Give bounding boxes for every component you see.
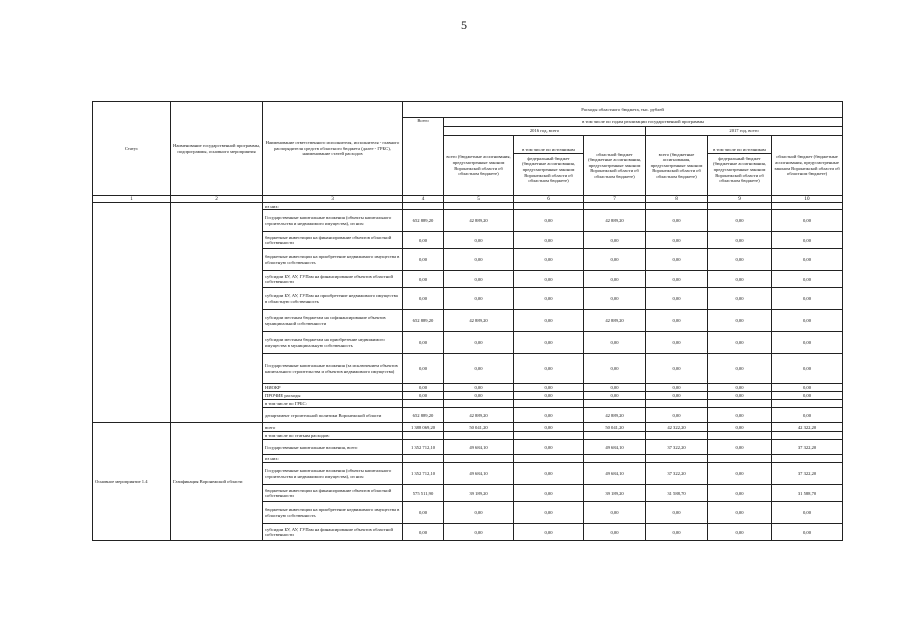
value-cell: 0,00 [403,502,444,524]
value-cell: 0,00 [444,502,514,524]
row-label: субсидии БУ, АУ, ГУПам на финансирование объектов областной собственности [263,271,403,288]
value-cell: 0,00 [772,210,843,232]
value-cell [403,203,444,210]
value-cell: 0,00 [403,332,444,354]
value-cell: 49 684,10 [584,463,646,485]
column-number: 9 [708,196,772,203]
status-cell: Основное мероприятие 1.4 [93,423,171,541]
value-cell: 652 889,20 [403,310,444,332]
value-cell [403,400,444,408]
value-cell: 0,00 [444,271,514,288]
value-cell: 39 189,20 [584,485,646,502]
value-cell: 50 041,20 [584,423,646,432]
value-cell: 0,00 [708,354,772,384]
value-cell: 1 388 069,20 [403,423,444,432]
value-cell: 652 889,20 [403,408,444,423]
row-label: департамент строительной политики Воронежской области [263,408,403,423]
value-cell: 0,00 [403,384,444,392]
value-cell: 1 352 712,10 [403,463,444,485]
value-cell [403,432,444,440]
value-cell: 0,00 [646,392,708,400]
value-cell: 0,00 [708,485,772,502]
value-cell: 0,00 [646,502,708,524]
value-cell: 0,00 [646,310,708,332]
status-cell [93,203,171,423]
row-label: из них: [263,455,403,463]
row-label: бюджетные инвестиции на приобретение недвижимого имущества в областную собственность [263,249,403,271]
column-number: 4 [403,196,444,203]
column-number: 2 [171,196,263,203]
row-label: Государственные капитальные вложения (за исключением объектов капитального строительства и объектов недвижимого имущества) [263,354,403,384]
row-label: бюджетные инвестиции на финансирование объектов областной собственности [263,232,403,249]
value-cell: 0,00 [772,384,843,392]
value-cell: 0,00 [772,249,843,271]
value-cell: 0,00 [444,249,514,271]
row-label: в том числе по статьям расходов: [263,432,403,440]
value-cell: 42 322,20 [772,423,843,432]
column-number: 7 [584,196,646,203]
value-cell [708,432,772,440]
value-cell: 0,00 [514,440,584,455]
row-label: Государственные капитальные вложения (объекты капитального строительства и недвижимого имущества), из них: [263,210,403,232]
value-cell [514,400,584,408]
row-label: ПРОЧИЕ расходы [263,392,403,400]
value-cell: 0,00 [708,332,772,354]
value-cell: 37 322,20 [772,440,843,455]
header-year-2016: 2016 год, всего [444,127,646,136]
row-label: субсидии местным бюджетам на приобретение недвижимого имущества в муниципальную собственность [263,332,403,354]
value-cell: 37 322,20 [646,440,708,455]
value-cell [708,455,772,463]
value-cell: 0,00 [708,392,772,400]
table-row [93,423,843,432]
table-row [93,203,843,210]
value-cell: 0,00 [444,524,514,541]
value-cell [514,203,584,210]
header-2017-federal [708,136,772,196]
value-cell [708,400,772,408]
value-cell: 0,00 [646,271,708,288]
value-cell: 0,00 [584,332,646,354]
value-cell: 0,00 [514,463,584,485]
value-cell: 0,00 [584,288,646,310]
value-cell: 0,00 [646,524,708,541]
value-cell: 0,00 [514,232,584,249]
value-cell: 0,00 [646,210,708,232]
value-cell: 0,00 [514,271,584,288]
row-label: субсидии БУ, АУ, ГУПам на приобретение недвижимого имущества в областную собственность [263,288,403,310]
value-cell: 0,00 [708,232,772,249]
value-cell [772,203,843,210]
value-cell: 0,00 [584,271,646,288]
value-cell: 0,00 [514,332,584,354]
value-cell: 49 684,10 [444,463,514,485]
value-cell: 0,00 [444,332,514,354]
value-cell: 0,00 [514,310,584,332]
row-label: Государственные капитальные вложения (объекты капитального строительства и недвижимого имущества), из них: [263,463,403,485]
value-cell [444,203,514,210]
value-cell: 0,00 [584,384,646,392]
value-cell: 652 889,20 [403,210,444,232]
value-cell [444,432,514,440]
value-cell: 0,00 [444,354,514,384]
value-cell: 0,00 [772,502,843,524]
header-year-2017: 2017 год, всего [646,127,843,136]
value-cell: 0,00 [444,288,514,310]
value-cell [514,432,584,440]
value-cell: 0,00 [646,288,708,310]
value-cell: 31 588,70 [646,485,708,502]
row-label: в том числе по ГРБС: [263,400,403,408]
value-cell: 0,00 [708,271,772,288]
value-cell: 0,00 [772,232,843,249]
value-cell [708,203,772,210]
value-cell: 0,00 [584,249,646,271]
value-cell: 0,00 [444,384,514,392]
value-cell: 0,00 [646,384,708,392]
header-2016-by-sources: в том числе по источникам [514,147,583,154]
value-cell: 0,00 [708,502,772,524]
header-executor-name: Наименование ответственного исполнителя, исполнителя - главного распорядителя средств областного бюджета (далее - ГРБС), наименование статей расходов [263,102,403,196]
value-cell: 37 322,20 [646,463,708,485]
value-cell: 0,00 [403,271,444,288]
value-cell: 0,00 [403,524,444,541]
value-cell: 0,00 [514,249,584,271]
value-cell: 575 511,90 [403,485,444,502]
value-cell [646,400,708,408]
value-cell: 0,00 [708,249,772,271]
value-cell: 0,00 [772,524,843,541]
header-by-years: в том числе по годам реализации государственной программы [444,118,843,127]
value-cell: 0,00 [403,354,444,384]
value-cell [584,432,646,440]
value-cell: 37 322,20 [772,463,843,485]
header-2016-federal [514,136,584,196]
value-cell [584,203,646,210]
value-cell: 0,00 [772,354,843,384]
value-cell: 0,00 [514,408,584,423]
value-cell: 0,00 [772,310,843,332]
value-cell [646,455,708,463]
value-cell: 42 889,20 [584,310,646,332]
value-cell: 0,00 [514,210,584,232]
value-cell [444,400,514,408]
row-label: НИОКР [263,384,403,392]
value-cell: 49 684,10 [584,440,646,455]
value-cell: 0,00 [708,423,772,432]
value-cell: 0,00 [584,502,646,524]
header-2017-by-sources: в том числе по источникам [708,147,771,154]
value-cell: 0,00 [514,524,584,541]
row-label: всего [263,423,403,432]
program-cell [171,203,263,423]
value-cell: 0,00 [403,232,444,249]
value-cell: 42 889,20 [444,210,514,232]
value-cell: 42 889,20 [444,310,514,332]
row-label: бюджетные инвестиции на финансирование объектов областной собственности [263,485,403,502]
header-2017-total: всего (бюджетные ассигнования, предусмотренные законом Воронежской области об областном бюджете) [646,136,708,196]
value-cell: 0,00 [584,354,646,384]
value-cell [646,203,708,210]
value-cell [772,432,843,440]
value-cell: 0,00 [646,408,708,423]
header-2016-regional: областной бюджет (бюджетные ассигнования, предусмотренные законом Воронежской области об областном бюджете) [584,136,646,196]
value-cell: 0,00 [584,524,646,541]
value-cell: 0,00 [708,524,772,541]
column-number: 8 [646,196,708,203]
header-program-name: Наименование государственной программы, подпрограммы, основного мероприятия [171,102,263,196]
row-label: из них: [263,203,403,210]
column-number: 3 [263,196,403,203]
value-cell: 42 889,20 [584,210,646,232]
value-cell [646,432,708,440]
value-cell: 0,00 [403,249,444,271]
value-cell: 0,00 [514,392,584,400]
column-number: 10 [772,196,843,203]
column-number: 6 [514,196,584,203]
value-cell: 0,00 [646,354,708,384]
value-cell: 39 189,20 [444,485,514,502]
row-label: субсидии БУ, АУ, ГУПам на финансирование объектов областной собственности [263,524,403,541]
value-cell [403,455,444,463]
column-number: 1 [93,196,171,203]
value-cell [772,400,843,408]
value-cell: 0,00 [772,288,843,310]
value-cell: 0,00 [708,310,772,332]
budget-table [92,101,843,541]
row-label: субсидии местным бюджетам на софинансирование объектов муниципальной собственности [263,310,403,332]
page-number: 5 [461,18,467,32]
header-status: Статус [93,102,171,196]
value-cell: 0,00 [514,502,584,524]
value-cell: 0,00 [514,485,584,502]
value-cell: 0,00 [514,384,584,392]
value-cell: 0,00 [772,408,843,423]
value-cell: 0,00 [584,232,646,249]
value-cell [584,455,646,463]
header-2016-total: всего (бюджетные ассигнования, предусмотренные законом Воронежской области об областном бюджете) [444,136,514,196]
column-number: 5 [444,196,514,203]
value-cell: 0,00 [646,249,708,271]
value-cell: 0,00 [403,288,444,310]
value-cell: 0,00 [708,210,772,232]
value-cell: 42 889,20 [584,408,646,423]
value-cell: 0,00 [514,423,584,432]
value-cell: 42 889,20 [444,408,514,423]
program-name-cell: Газификация Воронежской области [171,423,263,541]
value-cell: 0,00 [444,392,514,400]
value-cell: 49 684,10 [444,440,514,455]
header-2017-federal-text: федеральный бюджет (бюджетные ассигнования, предусмотренные законом Воронежской области об областном бюджете) [713,155,766,184]
value-cell: 0,00 [646,332,708,354]
value-cell: 0,00 [514,354,584,384]
value-cell: 42 322,20 [646,423,708,432]
value-cell: 0,00 [772,332,843,354]
header-total: Всего [403,118,444,196]
value-cell [584,400,646,408]
header-2016-federal-text: федеральный бюджет (бюджетные ассигнования, предусмотренные законом Воронежской области об областном бюджете) [522,155,575,184]
value-cell: 0,00 [514,288,584,310]
value-cell: 31 588,70 [772,485,843,502]
row-label: бюджетные инвестиции на приобретение недвижимого имущества в областную собственность [263,502,403,524]
value-cell: 0,00 [708,440,772,455]
value-cell: 0,00 [772,271,843,288]
value-cell: 0,00 [772,392,843,400]
value-cell [444,455,514,463]
column-number-row [93,196,843,203]
value-cell: 50 041,20 [444,423,514,432]
value-cell [514,455,584,463]
value-cell: 0,00 [708,288,772,310]
value-cell: 0,00 [708,384,772,392]
value-cell: 0,00 [584,392,646,400]
value-cell: 0,00 [708,408,772,423]
header-expenses-title: Расходы областного бюджета, тыс. рублей [403,102,843,118]
value-cell: 1 352 712,10 [403,440,444,455]
row-label: Государственные капитальные вложения, всего [263,440,403,455]
value-cell: 0,00 [403,392,444,400]
value-cell: 0,00 [708,463,772,485]
value-cell: 0,00 [646,232,708,249]
value-cell: 0,00 [444,232,514,249]
value-cell [772,455,843,463]
header-2017-regional: областной бюджет (бюджетные ассигнования, предусмотренные законом Воронежской области об областном бюджете) [772,136,843,196]
